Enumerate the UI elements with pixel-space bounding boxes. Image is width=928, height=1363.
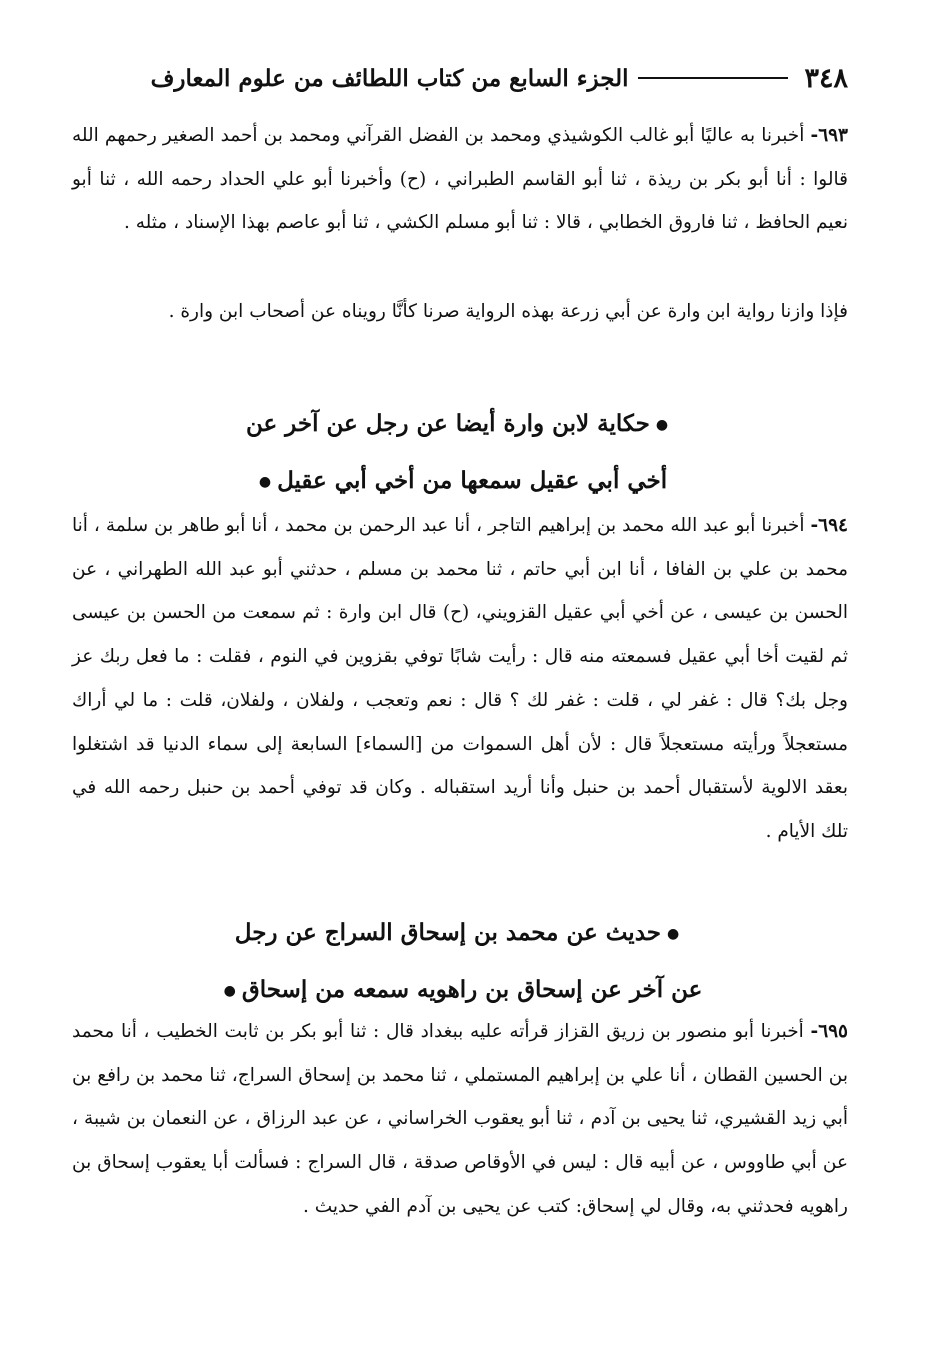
- heading-text: حديث عن محمد بن إسحاق السراج عن رجل: [234, 919, 661, 946]
- bullet-icon: ●: [258, 474, 272, 490]
- heading-text: أخي أبي عقيل سمعها من أخي أبي عقيل: [277, 467, 668, 494]
- page-number: ٣٤٨: [804, 62, 848, 94]
- header-rule: [638, 77, 788, 79]
- section-heading-line: [72, 905, 848, 962]
- section-heading-line: [72, 396, 848, 453]
- section-heading-2: [72, 905, 848, 1019]
- heading-text: عن آخر عن إسحاق بن راهويه سمعه من إسحاق: [241, 976, 703, 1003]
- bullet-icon: ●: [223, 983, 236, 999]
- section-heading-line: [72, 453, 848, 510]
- bullet-icon: ●: [655, 417, 669, 433]
- hadith-number: ٦٩٣-: [810, 125, 848, 146]
- heading-text: حكاية لابن وارة أيضا عن رجل عن آخر عن: [245, 410, 650, 437]
- bullet-icon: ●: [666, 926, 680, 942]
- paragraph-text: أخبرنا أبو عبد الله محمد بن إبراهيم التاجر ، أنا عبد الرحمن بن محمد ، أنا أبو طاهر بن سلمة ، أنا محمد بن علي بن الفافا ، أنا ابن أبي حاتم ، ثنا محمد بن مسلم ، حدثني أبو عبد الله الطهراني ، عن الحسن بن عيسى ، عن أخي أبي عقيل القزويني، (ح) قال ابن وارة : ثم سمعت من الحسن بن عيسى ثم لقيت أخا أبي عقيل فسمعته منه قال : رأيت شابًا توفي بقزوين في النوم ، فقلت : ما فعل ربك عز وجل بك؟ قال : غفر لي ، قلت : غفر لك ؟ قال : نعم وتعجب ، ولفلان ، ولفلان، قلت : ما لي أراك مستعجلاً ورأيته مستعجلاً قال : لأن أهل السموات من [السماء] السابعة إلى سماء الدنيا قد اشتغلوا بعقد الالوية لأستقبال أحمد بن حنبل وأنا أريد استقباله . وكان قد توفي أحمد بن حنبل رحمه الله في تلك الأيام .: [72, 515, 848, 842]
- paragraph-comment: [72, 290, 848, 334]
- paragraph-text: فإذا وازنا رواية ابن وارة عن أبي زرعة بهذه الرواية صرنا كأنَّا رويناه عن أصحاب ابن وارة .: [168, 301, 848, 322]
- page-header: [72, 56, 848, 100]
- hadith-number: ٦٩٥-: [810, 1021, 848, 1042]
- paragraph-text: أخبرنا به عاليًا أبو غالب الكوشيذي ومحمد بن الفضل القرآني ومحمد بن أحمد الصغير رحمهم الله قالوا : أنا أبو بكر بن ريذة ، ثنا أبو القاسم الطبراني ، (ح) وأخبرنا أبو علي الحداد رحمه الله ، ثنا أبو نعيم الحافظ ، ثنا فاروق الخطابي ، قالا : ثنا أبو مسلم الكشي ، ثنا أبو عاصم بهذا الإسناد ، مثله .: [72, 125, 848, 234]
- paragraph-693: [72, 114, 848, 245]
- hadith-number: ٦٩٤-: [810, 515, 848, 536]
- paragraph-text: أخبرنا أبو منصور بن زريق القزاز قرأته عليه ببغداد قال : ثنا أبو بكر بن ثابت الخطيب ، أنا محمد بن الحسين القطان ، أنا علي بن إبراهيم المستملي ، ثنا محمد بن إسحاق السراج، ثنا محمد بن رافع بن أبي زيد القشيري، ثنا يحيى بن آدم ، ثنا أبو يعقوب الخراساني ، عن عبد الرزاق ، عن النعمان بن شيبة ، عن أبي طاووس ، عن أبيه قال : ليس في الأوقاص صدقة ، قال السراج : فسألت أبا يعقوب إسحاق بن راهويه فحدثني به، وقال لي إسحاق: كتب عن يحيى بن آدم الفي حديث .: [72, 1021, 848, 1217]
- paragraph-695: [72, 1010, 848, 1229]
- running-title: الجزء السابع من كتاب اللطائف من علوم المعارف: [150, 64, 629, 92]
- paragraph-694: [72, 504, 848, 854]
- section-heading-1: [72, 396, 848, 510]
